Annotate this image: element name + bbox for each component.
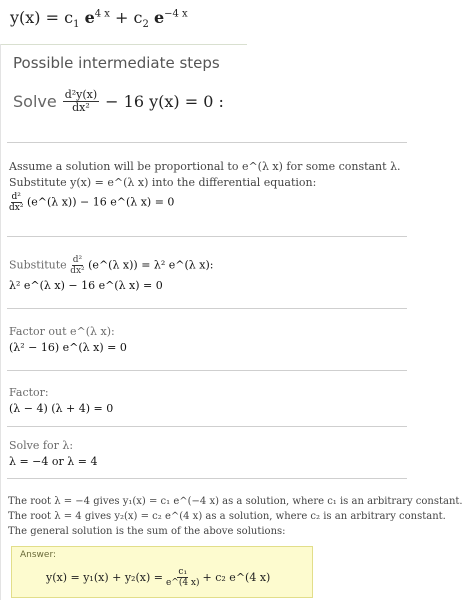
answer-frac-den: e^(4 x)	[165, 578, 200, 588]
divider	[7, 236, 407, 237]
explanation-line3: The general solution is the sum of the above solutions:	[8, 526, 286, 537]
step2-label: Substitute	[9, 258, 67, 272]
step1-equation	[9, 192, 401, 213]
solve-rest: − 16 y(x) = 0 :	[105, 92, 224, 111]
result-lhs: y(x) = c	[10, 8, 74, 27]
step3-equation: (λ² − 16) e^(λ x) = 0	[9, 341, 127, 354]
step1-frac-num: d²	[11, 192, 21, 202]
solve-word: Solve	[13, 92, 57, 111]
answer-fraction	[166, 567, 200, 588]
step4-equation: (λ − 4) (λ + 4) = 0	[9, 402, 114, 415]
step2-line1	[9, 255, 213, 276]
solve-statement	[13, 89, 224, 114]
step2-equation: λ² e^(λ x) − 16 e^(λ x) = 0	[9, 279, 163, 292]
step3-label: Factor out e^(λ x):	[9, 325, 115, 338]
explanation-line1: The root λ = −4 gives y₁(x) = c₁ e^(−4 x) as a solution, where c₁ is an arbitrary constant.	[8, 496, 463, 507]
answer-box	[11, 546, 313, 598]
steps-title: Possible intermediate steps	[13, 54, 220, 72]
result-header	[0, 0, 247, 45]
result-sub2: 2	[142, 19, 149, 31]
step-block-5	[9, 439, 97, 471]
divider	[7, 308, 407, 309]
result-plus: + c	[109, 8, 143, 27]
step1-eq-rest: (e^(λ x)) − 16 e^(λ x) = 0	[26, 195, 175, 209]
solve-frac-den: dx²	[72, 101, 90, 114]
answer-lhs: y(x) = y₁(x) + y₂(x) =	[46, 571, 163, 584]
result-e2: e	[153, 8, 165, 27]
step2-rhs: (e^(λ x)) = λ² e^(λ x):	[88, 258, 214, 272]
step-block-4	[9, 386, 113, 418]
result-equation	[10, 8, 188, 30]
explanation-line2: The root λ = 4 gives y₂(x) = c₂ e^(4 x) as a solution, where c₂ is an arbitrary constant.	[8, 511, 446, 522]
result-exp2: −4 x	[164, 8, 188, 20]
answer-label: Answer:	[20, 550, 57, 560]
step5-label: Solve for λ:	[9, 439, 74, 452]
step1-frac	[9, 192, 23, 213]
step-block-2	[9, 255, 213, 295]
answer-frac-num: c₁	[178, 567, 188, 577]
solve-frac-num: d²y(x)	[64, 88, 98, 101]
result-exp1: 4 x	[94, 8, 110, 20]
step2-frac	[70, 255, 84, 276]
answer-equation	[46, 567, 270, 588]
result-sub1: 1	[73, 19, 80, 31]
solve-fraction	[63, 89, 99, 114]
step1-line2: Substitute y(x) = e^(λ x) into the differential equation:	[9, 176, 317, 189]
divider	[7, 478, 407, 479]
step2-frac-num: d²	[72, 255, 83, 265]
result-e1: e	[84, 8, 95, 27]
answer-rest: + c₂ e^(4 x)	[202, 571, 271, 584]
step1-line1: Assume a solution will be proportional to e^(λ x) for some constant λ.	[9, 160, 401, 173]
step-block-3	[9, 325, 127, 357]
step1-frac-den: dx²	[9, 203, 24, 213]
step-block-1	[9, 160, 401, 216]
divider	[7, 426, 407, 427]
step5-equation: λ = −4 or λ = 4	[9, 455, 98, 468]
step4-label: Factor:	[9, 386, 49, 399]
divider	[7, 142, 407, 143]
explanation	[8, 494, 463, 539]
step2-frac-den: dx²	[70, 266, 85, 276]
divider	[7, 370, 407, 371]
